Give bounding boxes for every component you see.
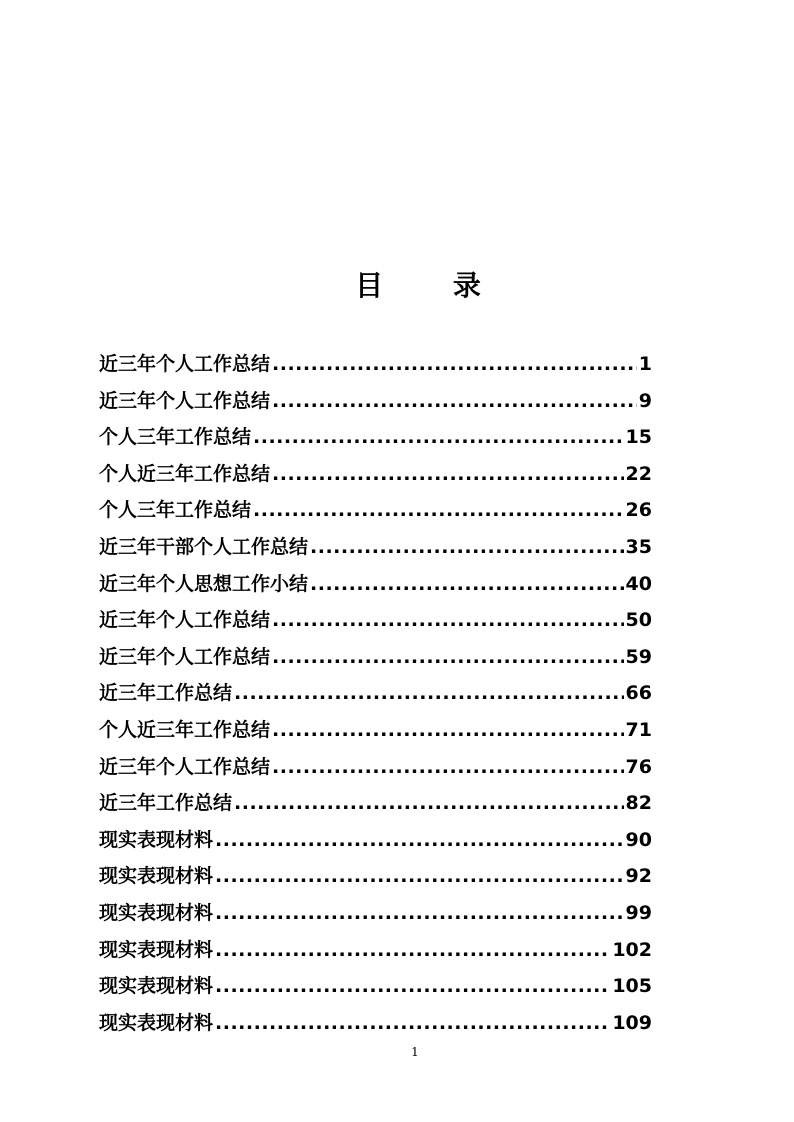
toc-leader	[215, 968, 610, 1005]
toc-entry[interactable]	[99, 785, 652, 822]
toc-leader	[310, 529, 624, 566]
toc-entry-title: 个人三年工作总结	[99, 499, 252, 522]
toc-entry-title: 近三年个人工作总结	[99, 609, 271, 632]
toc-entry-page: 40	[625, 572, 652, 595]
toc-leader	[272, 346, 637, 383]
toc-leader	[272, 383, 637, 420]
toc-entry[interactable]	[99, 383, 652, 420]
toc-entry-title: 近三年个人工作总结	[99, 645, 271, 668]
toc-entry-title: 近三年工作总结	[99, 682, 233, 705]
toc-entry-title: 现实表现材料	[99, 975, 214, 998]
toc-entry-page: 82	[625, 792, 652, 815]
toc-entry-title: 现实表现材料	[99, 938, 214, 961]
toc-entry-title: 现实表现材料	[99, 828, 214, 851]
toc-entry-page: 90	[625, 828, 652, 851]
toc-entry[interactable]	[99, 456, 652, 493]
toc-list	[99, 346, 652, 1041]
toc-entry[interactable]	[99, 822, 652, 859]
toc-entry-title: 个人近三年工作总结	[99, 718, 271, 741]
toc-entry[interactable]	[99, 932, 652, 969]
toc-entry-title: 个人近三年工作总结	[99, 462, 271, 485]
toc-entry[interactable]	[99, 1005, 652, 1042]
toc-leader	[215, 1005, 610, 1042]
toc-entry-page: 50	[625, 609, 652, 632]
toc-entry[interactable]	[99, 895, 652, 932]
toc-entry[interactable]	[99, 712, 652, 749]
toc-entry[interactable]	[99, 492, 652, 529]
toc-entry-title: 个人三年工作总结	[99, 426, 252, 449]
toc-leader	[215, 858, 624, 895]
toc-entry-page: 99	[625, 901, 652, 924]
toc-leader	[234, 785, 624, 822]
toc-entry-page: 109	[612, 1011, 652, 1034]
toc-leader	[272, 456, 624, 493]
toc-leader	[215, 895, 624, 932]
toc-leader	[272, 712, 624, 749]
toc-entry-title: 现实表现材料	[99, 901, 214, 924]
toc-entry-title: 现实表现材料	[99, 865, 214, 888]
toc-entry-page: 22	[625, 462, 652, 485]
toc-entry[interactable]	[99, 419, 652, 456]
toc-leader	[215, 822, 624, 859]
toc-entry-title: 近三年个人工作总结	[99, 755, 271, 778]
page-number: 1	[411, 1045, 419, 1059]
toc-entry-page: 66	[625, 682, 652, 705]
toc-leader	[253, 419, 624, 456]
toc-leader	[234, 675, 624, 712]
toc-leader	[272, 602, 624, 639]
toc-entry-title: 近三年干部个人工作总结	[99, 535, 309, 558]
toc-entry-title: 近三年个人思想工作小结	[99, 572, 309, 595]
toc-entry-page: 9	[638, 389, 652, 412]
toc-entry[interactable]	[99, 566, 652, 603]
toc-leader	[272, 749, 624, 786]
toc-entry-page: 76	[625, 755, 652, 778]
toc-entry-page: 102	[612, 938, 652, 961]
toc-title: 目 录	[355, 269, 511, 302]
toc-entry[interactable]	[99, 639, 652, 676]
toc-entry[interactable]	[99, 749, 652, 786]
toc-entry-page: 35	[625, 535, 652, 558]
toc-leader	[253, 492, 624, 529]
toc-entry-page: 26	[625, 499, 652, 522]
toc-entry-page: 15	[625, 426, 652, 449]
toc-entry[interactable]	[99, 602, 652, 639]
toc-entry-page: 105	[612, 975, 652, 998]
toc-entry[interactable]	[99, 968, 652, 1005]
toc-entry-title: 近三年个人工作总结	[99, 389, 271, 412]
toc-leader	[310, 566, 624, 603]
toc-entry-page: 71	[625, 718, 652, 741]
toc-entry-title: 现实表现材料	[99, 1011, 214, 1034]
toc-leader	[272, 639, 624, 676]
toc-entry-title: 近三年工作总结	[99, 792, 233, 815]
toc-entry[interactable]	[99, 346, 652, 383]
toc-entry[interactable]	[99, 858, 652, 895]
toc-leader	[215, 932, 610, 969]
toc-entry-page: 92	[625, 865, 652, 888]
toc-entry[interactable]	[99, 529, 652, 566]
toc-entry-page: 1	[638, 353, 652, 375]
toc-entry-title: 近三年个人工作总结	[99, 353, 271, 375]
toc-entry-page: 59	[625, 645, 652, 668]
toc-entry[interactable]	[99, 675, 652, 712]
